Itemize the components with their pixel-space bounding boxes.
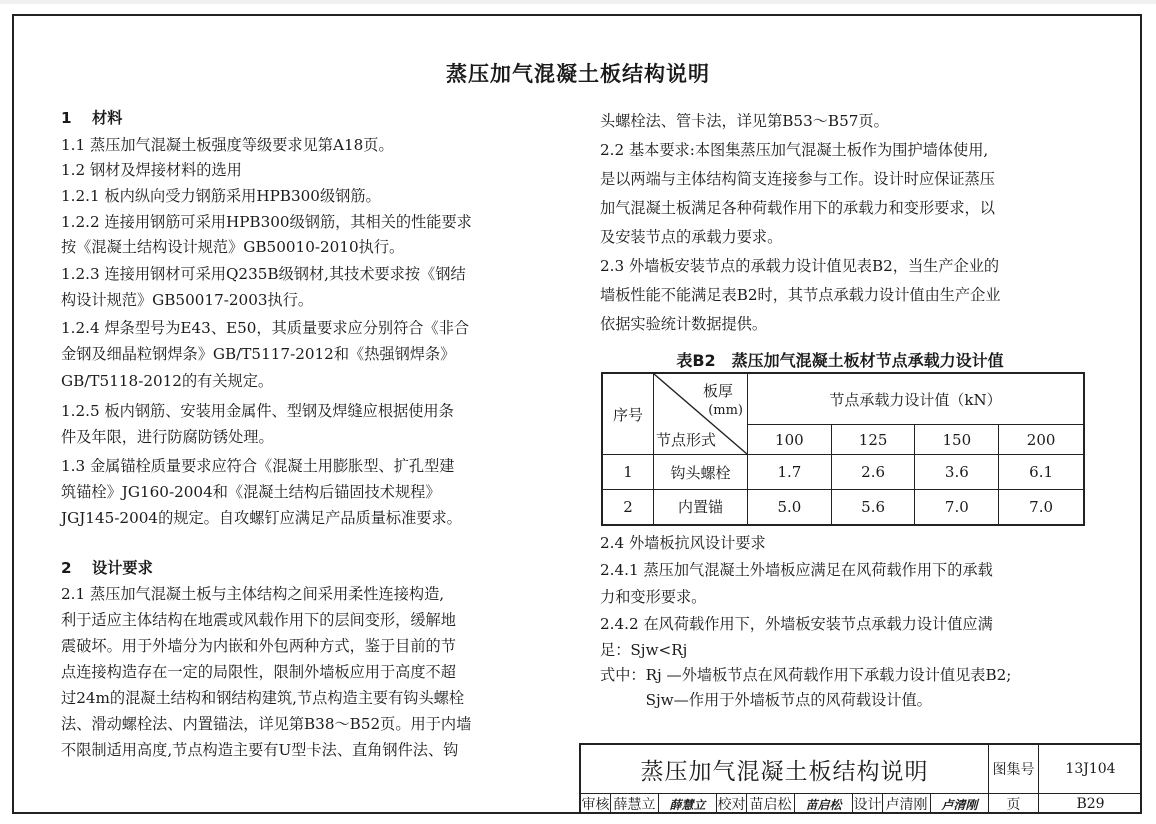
text-line: 依据实验统计数据提供。 (600, 315, 768, 333)
text-line: 力和变形要求。 (600, 588, 707, 606)
diag-unit-label: (mm) (708, 403, 743, 418)
text-line: GB/T5118-2012的有关规定。 (61, 372, 274, 390)
table-caption: 表B2 蒸压加气混凝土板材节点承载力设计值 (676, 351, 1004, 370)
row-value: 1.7 (748, 455, 832, 490)
row-value: 6.1 (999, 455, 1084, 490)
text-line: 1.2 钢材及焊接材料的选用 (61, 161, 242, 179)
row-index: 2 (602, 490, 654, 525)
text-line: 过24m的混凝土结构和钢结构建筑,节点构造主要有钩头螺栓 (61, 689, 465, 707)
diag-bottom-label: 节点形式 (656, 431, 717, 449)
row-value: 7.0 (915, 490, 999, 525)
text-line: 件及年限，进行防腐防锈处理。 (61, 428, 274, 446)
capacity-table (601, 372, 1085, 526)
atlas-number: 13J104 (1039, 745, 1142, 794)
text-line: 墙板性能不能满足表B2时，其节点承载力设计值由生产企业 (600, 286, 1001, 304)
review-name: 薛慧立 (611, 794, 659, 814)
design-name: 卢清刚 (883, 794, 931, 814)
text-line: 式中：Rj —外墙板节点在风荷载作用下承载力设计值见表B2; (600, 666, 1012, 684)
text-line: 2.1 蒸压加气混凝土板与主体结构之间采用柔性连接构造, (61, 585, 445, 603)
review-label: 审核 (581, 794, 611, 814)
atlas-label: 图集号 (989, 745, 1039, 794)
text-line: 2.4.1 蒸压加气混凝土外墙板应满足在风荷载作用下的承载 (600, 561, 993, 579)
text-line: 利于适应主体结构在地震或风载作用下的层间变形，缓解地 (61, 611, 456, 629)
text-line: 2.4 外墙板抗风设计要求 (600, 534, 766, 552)
text-line: 及安装节点的承载力要求。 (600, 228, 783, 246)
text-line: 1.1 蒸压加气混凝土板强度等级要求见第A18页。 (61, 136, 394, 154)
text-line: 法、滑动螺栓法、内置锚法，详见第B38～B52页。用于内墙 (61, 715, 472, 733)
row-index: 1 (602, 455, 654, 490)
row-value: 5.0 (748, 490, 832, 525)
header-diagonal (654, 373, 748, 455)
title-block (579, 743, 1142, 814)
page-label: 页 (989, 794, 1039, 814)
text-line: 震破坏。用于外墙分为内嵌和外包两种方式，鉴于目前的节 (61, 637, 456, 655)
text-line: 加气混凝土板满足各种荷载作用下的承载力和变形要求，以 (600, 199, 995, 217)
text-line: Sjw—作用于外墙板节点的风荷载设计值。 (600, 691, 932, 709)
text-line: 2.4.2 在风荷载作用下，外墙板安装节点承载力设计值应满 (600, 615, 993, 633)
text-line: 1.2.4 焊条型号为E43、E50，其质量要求应分别符合《非合 (61, 319, 470, 337)
design-signature: 卢清刚 (931, 794, 989, 814)
row-type: 内置锚 (654, 490, 748, 525)
table-row (602, 455, 1084, 490)
text-line: 按《混凝土结构设计规范》GB50010-2010执行。 (61, 238, 405, 256)
check-signature: 苗启松 (795, 794, 853, 814)
text-line: JGJ145-2004的规定。自攻螺钉应满足产品质量标准要求。 (61, 509, 462, 527)
text-line: 2.2 基本要求:本图集蒸压加气混凝土板作为围护墙体使用, (600, 141, 989, 159)
text-line: 2.3 外墙板安装节点的承载力设计值见表B2，当生产企业的 (600, 257, 1000, 275)
text-line: 头螺栓法、管卡法，详见第B53～B57页。 (600, 112, 889, 130)
thickness-cell: 200 (999, 425, 1084, 455)
row-value: 7.0 (999, 490, 1084, 525)
row-value: 2.6 (831, 455, 915, 490)
check-label: 校对 (717, 794, 747, 814)
text-line: 不限制适用高度,节点构造主要有U型卡法、直角钢件法、钩 (61, 741, 459, 759)
thickness-cell: 125 (831, 425, 915, 455)
text-line: 1.2.2 连接用钢筋可采用HPB300级钢筋，其相关的性能要求 (61, 213, 472, 231)
text-line: 是以两端与主体结构简支连接参与工作。设计时应保证蒸压 (600, 170, 995, 188)
group-header: 节点承载力设计值（kN） (748, 373, 1085, 425)
thickness-cell: 150 (915, 425, 999, 455)
text-line: 点连接构造存在一定的局限性，限制外墙板应用于高度不超 (61, 663, 456, 681)
page-title: 蒸压加气混凝土板结构说明 (446, 62, 710, 86)
design-label: 设计 (853, 794, 883, 814)
top-edge (0, 0, 1156, 4)
check-name: 苗启松 (747, 794, 795, 814)
text-line: 1.3 金属锚栓质量要求应符合《混凝土用膨胀型、扩孔型建 (61, 457, 455, 475)
title-block-title: 蒸压加气混凝土板结构说明 (581, 745, 989, 794)
thickness-cell: 100 (748, 425, 832, 455)
section-heading: 2 设计要求 (61, 559, 153, 577)
table-row (602, 490, 1084, 525)
row-value: 3.6 (915, 455, 999, 490)
text-line: 1.2.5 板内钢筋、安装用金属件、型钢及焊缝应根据使用条 (61, 402, 454, 420)
text-line: 筑锚栓》JG160-2004和《混凝土结构后锚固技术规程》 (61, 483, 441, 501)
row-value: 5.6 (831, 490, 915, 525)
text-line: 1.2.3 连接用钢材可采用Q235B级钢材,其技术要求按《钢结 (61, 265, 466, 283)
diag-top-label: 板厚 (702, 382, 733, 400)
text-line: 金钢及细晶粒钢焊条》GB/T5117-2012和《热强钢焊条》 (61, 345, 456, 363)
text-line: 足：Sjw<Rj (600, 641, 688, 659)
row-type: 钩头螺栓 (654, 455, 748, 490)
review-signature: 薛慧立 (659, 794, 717, 814)
page-number: B29 (1076, 796, 1105, 812)
section-heading: 1 材料 (61, 109, 123, 127)
text-line: 1.2.1 板内纵向受力钢筋采用HPB300级钢筋。 (61, 187, 381, 205)
text-line: 构设计规范》GB50017-2003执行。 (61, 291, 314, 309)
header-index: 序号 (602, 373, 654, 455)
